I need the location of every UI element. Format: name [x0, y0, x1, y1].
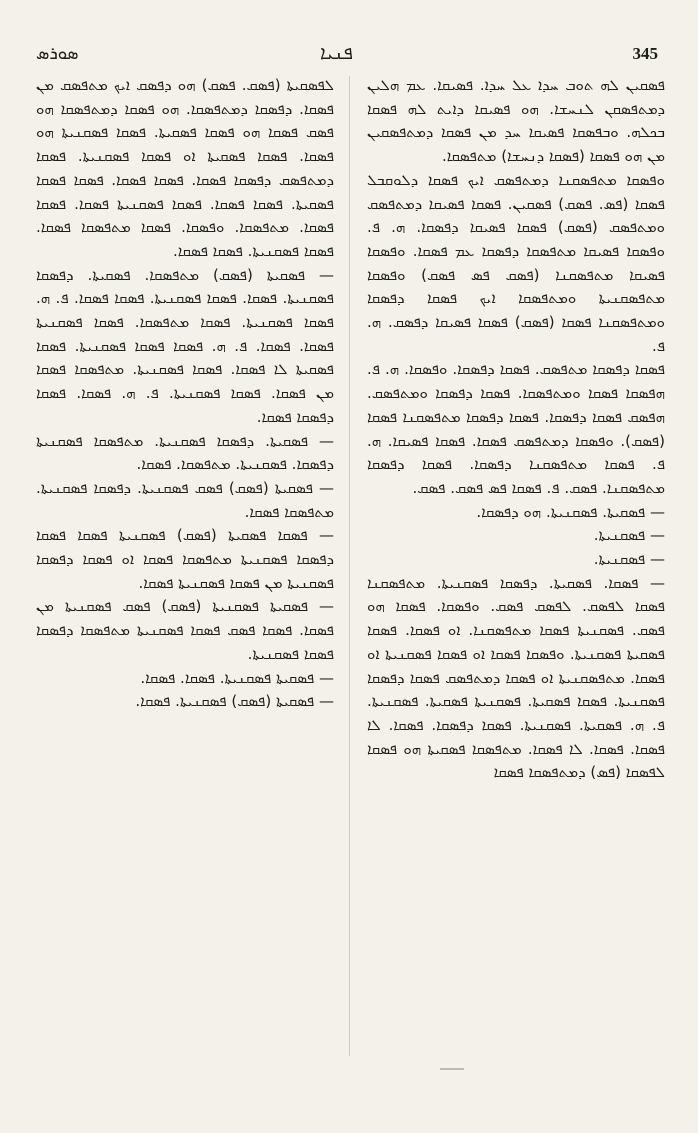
dictionary-entry: — ܦܣܩܝܬܐ ܦܣܩܢܝܬܐ. ܦܣܩܐ. ܦܣܩܐ. — [140, 668, 334, 687]
dictionary-entry: — ܦܣܩܝܬܐ (ܦܣܩ) ܦܣܩܢܝܬܐ. ܦܣܩܐ. — [135, 692, 334, 711]
header-left-word: ܣܘܪܣ — [36, 44, 79, 64]
dictionary-entry: ܘܦܣܩܐ ܡܬܦܣܩܢܐ ܕܡܬܦܣܩ ܐܝܟ ܦܣܩܐ ܕܠܘܩܒܠ ܦܣܩܐ (ܦܣ. ܦܣܩ) ܦܣܩܝܢ. ܦܣܩܐ ܦܣܝܩܐ ܕܡܬܦܣܩ ܘܡܬܦܣܩ (ܦܣܩ) ܦܣܩܐ ܦܣܝܩܐ ܕܦܣܩܐ. ܗ. ܦ. ܘܦܣܩܐ ܦܣܝܩܐ ܡܬܦܣܩܐ ܕܦܣܩܐ ܥܡ ܦܣܩܐ. ܘܦܣܩܐ ܦܣܝܩܐ ܡܬܦܣܩܢܐ (ܦܣܩ ܦܣ ܦܣܩ) ܘܦܣܩܐ ܡܬܦܣܩܢܝܬܐ ܘܡܬܦܣܩܐ ܐܝܟ ܦܣܩܐ ܕܦܣܩܐ ܘܡܬܦܣܩܢܐ ܦܣܩܐ (ܦܣܩ) ܦܣܩܐ ܦܣܝܩܐ ܕܦܣܩ. ܗ. ܦ. — [367, 170, 665, 355]
dictionary-entry: — ܦܣܩܐ. ܦܣܩܝܬܐ. ܕܦܣܩܐ ܦܣܩܢܝܬܐ. ܡܬܦܣܩܢܐ ܦܣܩܐ ܠܦܣܩ. ܠܦܣܩ ܦܣܩ. ܘܦܣܩܐ. ܦܣܩܐ ܗܘ ܦܣܩ. ܦܣܩܢܝܬܐ ܦܣܩܐ ܡܬܦܣܩܢܐ. ܐܘ ܦܣܩܐ. ܦܣܩܐ ܦܣܩܝܬܐ ܦܣܩܢܝܬܐ. ܘܦܣܩܐ ܦܣܩܐ ܐܘ ܦܣܩܐ ܦܣܩܢܝܬܐ ܐܘ ܦܣܩܐ. ܡܬܦܣܩܢܝܬܐ ܐܘ ܦܣܩܐ ܕܡܬܦܣܩ ܦܣܩܐ ܕܦܣܩܐ ܦܣܩܢܝܬܐ. ܦܣܩܐ ܦܣܩܝܬܐ. ܦܣܩܢܝܬܐ ܦܣܩܝܬܐ. ܦܣܩܢܝܬܐ. ܦ. ܗ. ܦܣܩܝܬܐ. ܦܣܩܢܝܬܐ. ܦܣܩܐ ܕܦܣܩܐ. ܦܣܩܐ. ܠܐ ܦܣܩܐ. ܦܣܩܐ. ܠܐ ܦܣܩܐ. ܡܬܦܣܩܐ ܦܣܩܝܬܐ ܗܘ ܦܣܩܐ ܠܦܣܩܐ (ܦܣ) ܕܡܬܦܣܩܐ ܦܣܩܐ — [367, 573, 665, 782]
dictionary-entry: — ܦܣܩܝܬܐ (ܦܣܩ) ܦܣܩ ܦܣܩܢܝܬܐ. ܕܦܣܩܐ ܦܣܩܢܝܬܐ. ܡܬܦܣܩܐ ܦܣܩܐ. — [36, 478, 334, 521]
dictionary-entry: — ܦܣܩܝܬܐ ܦܣܩܢܝܬܐ (ܦܣܩ) ܦܣܩ ܦܣܩܢܝܬܐ ܡܢ ܦܣܩܐ. ܦܣܩܐ ܦܣܩ ܦܣܩܐ ܦܣܩܢܝܬܐ ܡܬܦܣܩܐ ܕܦܣܩܐ ܦܣܩܐ ܦܣܩܢܝܬܐ. — [36, 597, 334, 663]
left-text-column — [36, 74, 334, 1064]
dictionary-entry: — ܦܣܩܢܝܬܐ. — [593, 526, 665, 545]
dictionary-entry: ܠܦܣܩܝܬܐ (ܦܣܩ. ܦܣܩ) ܗܘ ܕܦܣܩ ܐܝܟ ܡܬܦܣܩ ܡܢ ܦܣܩܐ. ܕܦܣܩܐ ܕܡܬܦܣܩܐ. ܗܘ ܦܣܩܐ ܕܡܬܦܣܩܐ ܗܘ ܦܣܩ ܦܣܩܐ ܗܘ ܦܣܩܐ ܦܣܩܝܬܐ. ܦܣܩܐ ܦܣܩܢܝܬܐ ܗܘ ܦܣܩܐ. ܦܣܩܐ ܦܣܩܝܬܐ ܐܘ ܦܣܩܐ ܦܣܩܢܝܬܐ. ܦܣܩܐ ܕܡܬܦܣܩ ܕܦܣܩܐ ܦܣܩܐ. ܦܣܩܐ ܦܣܩܐ. ܦܣܩܐ ܦܣܩܐ ܦܣܩܝܬܐ. ܦܣܩܐ ܦܣܩܐ. ܦܣܩܐ ܦܣܩܢܝܬܐ ܦܣܩܐ. ܦܣܩܐ ܦܣܩܐ. ܡܬܦܣܩܐ. ܘܦܣܩܐ. ܦܣܩܐ ܡܬܦܣܩܐ ܦܣܩܐ. ܦܣܩܐ ܦܣܩܢܝܬܐ. ܦܣܩܐ ܦܣܩܐ. — [36, 76, 334, 260]
dictionary-entry: — ܦܣܩܢܝܬܐ. — [593, 550, 665, 569]
dictionary-entry: ܦܣܩܐ ܕܦܣܩܐ ܡܬܦܣܩ. ܦܣܩܐ ܕܦܣܩܐ. ܘܦܣܩܐ. ܗ. ܦ. ܗܦܣܩܐ ܦܣܩܐ ܘܡܬܦܣܩܐ. ܦܣܩܐ ܕܦܣܩܐ ܘܡܬܦܣܩ. ܗܦܣܩ ܦܣܩܐ ܕܦܣܩܐ. ܦܣܩܐ ܕܦܣܩܐ ܡܬܦܣܩܢܐ ܦܣܩܐ (ܦܣܩ). ܘܦܣܩܐ ܕܡܬܦܣܩ ܦܣܩܐ. ܦܣܩܐ ܦܣܝܩܐ. ܗ. ܦ. ܦܣܩܐ ܡܬܦܣܩܢܐ ܕܦܣܩܐ. ܦܣܩܐ ܕܦܣܩܐ ܡܬܦܣܩܢܐ. ܦܣܩ. ܦ. ܦܣܩܐ ܦܣ ܦܣܩ. ܦܣܩ. — [367, 360, 665, 497]
dictionary-entry: — ܦܣܩܐ ܦܣܩܝܬܐ (ܦܣܩ) ܦܣܩܢܝܬܐ ܦܣܩܐ ܦܣܩܐ ܕܦܣܩܐ ܦܣܩܢܝܬܐ ܡܬܦܣܩܐ ܦܣܩܐ ܐܘ ܦܣܩܐ ܕܦܣܩܐ ܦܣܩܢܝܬܐ ܡܢ ܦܣܩܐ ܦܣܩܢܝܬܐ ܦܣܩܐ. — [36, 526, 334, 592]
running-header — [0, 40, 698, 70]
column-divider — [349, 76, 350, 1056]
bottom-ink-mark — [440, 1068, 464, 1070]
dictionary-entry: — ܦܣܩܝܬܐ. ܦܣܩܢܝܬܐ. ܗܘ ܕܦܣܩܐ. — [476, 502, 665, 521]
page-number: 345 — [632, 44, 658, 63]
dictionary-entry: — ܦܣܩܝܬܐ. ܕܦܣܩܐ ܦܣܩܢܝܬܐ. ܡܬܦܣܩܐ ܦܣܩܢܝܬܐ ܕܦܣܩܐ. ܦܣܩܢܝܬܐ. ܡܬܦܣܩܐ. ܦܣܩܐ. — [36, 431, 334, 474]
dictionary-entry: — ܦܣܩܝܬܐ (ܦܣܩ) ܡܬܦܣܩܐ. ܦܣܩܝܬܐ. ܕܦܣܩܐ ܦܣܩܢܝܬܐ. ܦܣܩܐ. ܦܣܩܐ ܦܣܩܢܝܬܐ. ܦܣܩܐ ܦܣܩܐ. ܦ. ܗ. ܦܣܩܐ ܦܣܩܢܝܬܐ. ܦܣܩܐ ܡܬܦܣܩܐ. ܦܣܩܐ ܦܣܩܢܝܬܐ ܦܣܩܐ. ܦܣܩܐ. ܦ. ܗ. ܦܣܩܐ ܦܣܩܐ ܦܣܩܢܝܬܐ. ܦܣܩܐ ܦܣܩܝܬܐ ܠܐ ܦܣܩܐ. ܦܣܩܐ ܦܣܩܢܝܬܐ. ܡܬܦܣܩܐ ܦܣܩܐ ܡܢ ܦܣܩܐ. ܦܣܩܐ ܦܣܩܢܝܬܐ. ܦ. ܗ. ܦܣܩܐ. ܦܣܩܐ ܕܦܣܩܐ ܦܣܩܐ. — [36, 265, 334, 426]
right-text-column — [367, 74, 665, 1064]
dictionary-entry: ܦܣܩܝܢ ܠܗ ܬܘܒ ܚܕܐ ܥܠ ܚܕܐ. ܦܣܝܩܐ. ܥܡ ܗܠܝܢ ܕܡܬܦܣܩܢ ܠܢܚܫܐ. ܗܘ ܦܣܝܩܐ ܕܐܝܬ ܠܗ ܦܣܩܐ ܒܟܠܗ. ܘܒܦܣܩܐ ܦܣܝܩܐ ܚܕ ܡܢ ܦܣܩܐ ܕܡܬܦܣܩܝܢ ܡܢ ܗܘ ܦܣܩܐ (ܦܣܩܐ ܕܢܚܫܐ) ܡܬܦܣܩܐ. — [367, 76, 665, 166]
header-center-word: ܦܢܝܐ — [320, 42, 353, 64]
